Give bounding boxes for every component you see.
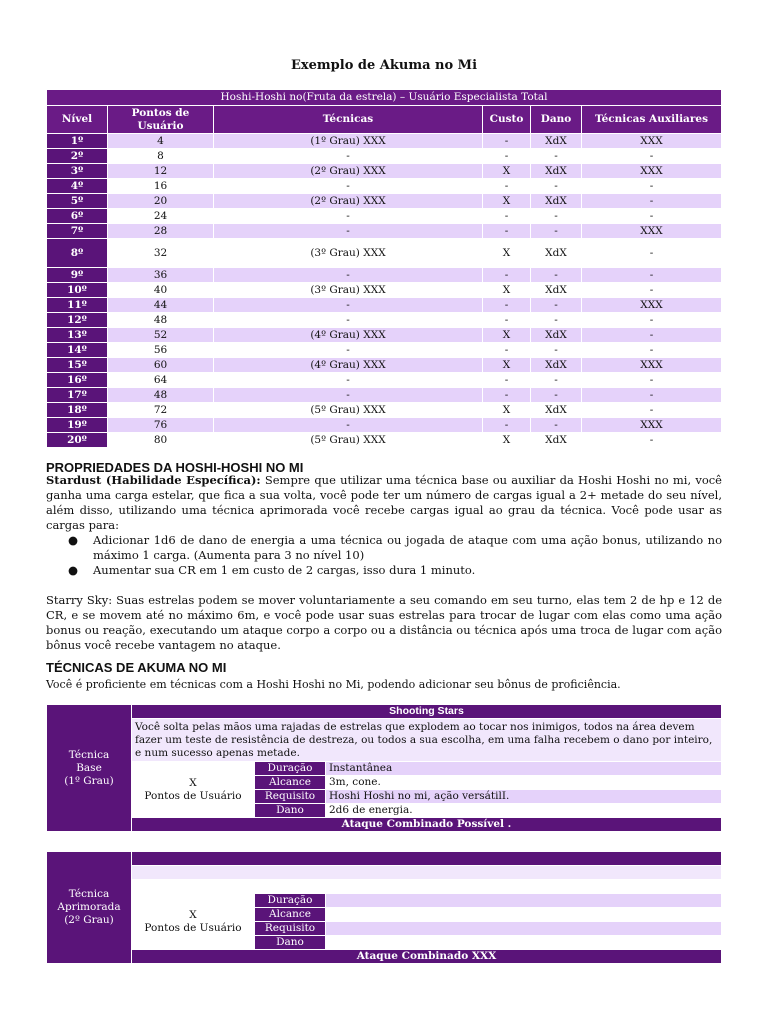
table-cell: 48: [108, 313, 214, 328]
table-row: [47, 328, 722, 343]
stat-label: Dano: [255, 804, 326, 818]
stat-label: Duração: [255, 894, 326, 908]
table-cell: 1º: [47, 134, 108, 149]
table-cell: -: [531, 298, 582, 313]
table-cell: 8º: [47, 239, 108, 268]
table-row: [47, 403, 722, 418]
table-cell: -: [531, 224, 582, 239]
stardust-text: Sempre que utilizar uma técnica base ou auxiliar da Hoshi Hoshi no mi, você ganha uma carga estelar, que fica a sua volta, você pode ter um número de cargas igual a 2+ metade do seu nível, além disso, utilizando uma técnica aprimorada você recebe cargas igual ao grau da técnica. Você pode usar as cargas para:: [46, 473, 722, 532]
table-cell: -: [483, 179, 531, 194]
table-cell: 72: [108, 403, 214, 418]
table-cell: X: [483, 328, 531, 343]
table-cell: -: [214, 388, 483, 403]
table-cell: -: [582, 403, 722, 418]
technique-improved-side: [47, 852, 132, 964]
table-cell: 52: [108, 328, 214, 343]
table-cell: -: [483, 343, 531, 358]
table-cell: 18º: [47, 403, 108, 418]
table-cell: -: [214, 313, 483, 328]
table-cell: -: [582, 209, 722, 224]
stat-value: 3m, cone.: [326, 776, 722, 790]
list-item: [46, 563, 722, 578]
table-cell: 20: [108, 194, 214, 209]
table-cell: 11º: [47, 298, 108, 313]
table-caption: Hoshi-Hoshi no(Fruta da estrela) – Usuário Especialista Total: [47, 90, 722, 106]
table-cell: X: [483, 283, 531, 298]
stat-label: Requisito: [255, 790, 326, 804]
table-cell: XdX: [531, 328, 582, 343]
table-cell: X: [483, 403, 531, 418]
table-cell: 4º: [47, 179, 108, 194]
table-cell: -: [531, 209, 582, 224]
header-dano: Dano: [531, 106, 582, 134]
stat-value: [326, 922, 722, 936]
table-cell: -: [531, 149, 582, 164]
table-row: [47, 283, 722, 298]
stat-value: [326, 894, 722, 908]
points-label: Pontos de Usuário: [144, 789, 242, 802]
technique-base-name: Shooting Stars: [132, 705, 722, 719]
table-cell: 5º: [47, 194, 108, 209]
stardust-bullets: [46, 533, 722, 578]
table-row: [47, 179, 722, 194]
table-caption-row: [47, 90, 722, 106]
table-cell: -: [582, 388, 722, 403]
table-row: [47, 343, 722, 358]
props-body: [46, 473, 722, 653]
header-pontos: Pontos de Usuário: [108, 106, 214, 134]
bullet-text: Aumentar sua CR em 1 em custo de 2 cargas, isso dura 1 minuto.: [93, 563, 476, 577]
side-line-3: (2º Grau): [64, 914, 114, 926]
table-cell: X: [483, 358, 531, 373]
table-cell: -: [483, 313, 531, 328]
table-row: [47, 239, 722, 268]
table-cell: -: [531, 373, 582, 388]
header-tecnicas: Técnicas: [214, 106, 483, 134]
stat-label: Dano: [255, 936, 326, 950]
table-cell: 14º: [47, 343, 108, 358]
table-cell: -: [582, 433, 722, 448]
technique-improved-card: [46, 851, 722, 964]
table-row: [47, 134, 722, 149]
side-line-2: Base: [76, 761, 102, 774]
table-cell: 10º: [47, 283, 108, 298]
table-cell: -: [582, 283, 722, 298]
table-cell: -: [483, 209, 531, 224]
side-line-2: Aprimorada: [57, 901, 121, 913]
table-cell: -: [582, 268, 722, 283]
table-cell: 12º: [47, 313, 108, 328]
table-cell: 7º: [47, 224, 108, 239]
table-cell: -: [483, 388, 531, 403]
table-cell: -: [531, 268, 582, 283]
table-cell: XXX: [582, 134, 722, 149]
table-cell: 8: [108, 149, 214, 164]
points-label: Pontos de Usuário: [144, 921, 242, 934]
table-cell: X: [483, 433, 531, 448]
table-cell: -: [582, 149, 722, 164]
side-line-3: (1º Grau): [64, 774, 114, 787]
stat-value: [326, 908, 722, 922]
table-cell: 6º: [47, 209, 108, 224]
table-cell: -: [214, 224, 483, 239]
table-cell: 2º: [47, 149, 108, 164]
table-cell: X: [483, 239, 531, 268]
list-item: [46, 533, 722, 563]
table-cell: (4º Grau) XXX: [214, 358, 483, 373]
table-row: [47, 149, 722, 164]
table-cell: -: [531, 313, 582, 328]
table-cell: XdX: [531, 283, 582, 298]
table-cell: -: [582, 179, 722, 194]
table-cell: 4: [108, 134, 214, 149]
table-cell: -: [214, 298, 483, 313]
table-cell: 3º: [47, 164, 108, 179]
table-cell: -: [483, 268, 531, 283]
table-row: [47, 313, 722, 328]
header-custo: Custo: [483, 106, 531, 134]
technique-base-footer: Ataque Combinado Possível .: [132, 818, 722, 832]
table-cell: -: [582, 343, 722, 358]
table-cell: 9º: [47, 268, 108, 283]
table-cell: XdX: [531, 239, 582, 268]
table-cell: XXX: [582, 164, 722, 179]
table-cell: -: [483, 418, 531, 433]
table-row: [47, 164, 722, 179]
table-cell: (1º Grau) XXX: [214, 134, 483, 149]
table-cell: -: [214, 373, 483, 388]
points-x: X: [189, 776, 197, 789]
progression-table: [46, 89, 722, 448]
table-cell: 44: [108, 298, 214, 313]
table-cell: -: [214, 149, 483, 164]
table-cell: XdX: [531, 403, 582, 418]
table-cell: 19º: [47, 418, 108, 433]
header-nivel: Nível: [47, 106, 108, 134]
table-cell: -: [531, 179, 582, 194]
table-cell: -: [214, 268, 483, 283]
technique-base-description: Você solta pelas mãos uma rajadas de estrelas que explodem ao tocar nos inimigos, todos na área devem fazer um teste de resistência de destreza, ou todos a sua escolha, em uma falha recebem o dano por inteiro, e num sucesso apenas metade.: [132, 719, 722, 762]
page-title: Exemplo de Akuma no Mi: [290, 58, 478, 73]
table-cell: 16º: [47, 373, 108, 388]
side-line-1: Técnica: [68, 888, 110, 900]
table-row: [47, 298, 722, 313]
stat-label: Alcance: [255, 908, 326, 922]
table-cell: 80: [108, 433, 214, 448]
table-cell: -: [582, 194, 722, 209]
table-cell: -: [582, 373, 722, 388]
table-cell: -: [483, 298, 531, 313]
technique-base-side: [47, 705, 132, 832]
table-cell: XXX: [582, 418, 722, 433]
table-row: [47, 388, 722, 403]
table-cell: (4º Grau) XXX: [214, 328, 483, 343]
table-cell: -: [214, 179, 483, 194]
table-cell: 28: [108, 224, 214, 239]
table-cell: -: [214, 209, 483, 224]
table-cell: -: [214, 418, 483, 433]
table-cell: 20º: [47, 433, 108, 448]
table-cell: XdX: [531, 433, 582, 448]
side-line-1: Técnica: [68, 748, 110, 761]
stardust-label: Stardust (Habilidade Específica):: [46, 473, 261, 487]
table-row: [47, 358, 722, 373]
table-row: [47, 373, 722, 388]
table-cell: -: [483, 149, 531, 164]
stat-label: Alcance: [255, 776, 326, 790]
stat-value: Hoshi Hoshi no mi, ação versátilI.: [326, 790, 722, 804]
stat-value: 2d6 de energia.: [326, 804, 722, 818]
table-row: [47, 224, 722, 239]
table-cell: 60: [108, 358, 214, 373]
table-row: [47, 209, 722, 224]
table-cell: XdX: [531, 134, 582, 149]
table-cell: (5º Grau) XXX: [214, 403, 483, 418]
stat-label: Requisito: [255, 922, 326, 936]
table-cell: 24: [108, 209, 214, 224]
table-cell: -: [531, 418, 582, 433]
bullet-icon: ●: [68, 563, 79, 577]
table-cell: X: [483, 194, 531, 209]
table-cell: 15º: [47, 358, 108, 373]
table-cell: XXX: [582, 358, 722, 373]
table-cell: 13º: [47, 328, 108, 343]
header-tecnicas-auxiliares: Técnicas Auxiliares: [582, 106, 722, 134]
technique-base-points: [132, 762, 255, 818]
table-row: [47, 418, 722, 433]
table-cell: 40: [108, 283, 214, 298]
technique-improved-footer: Ataque Combinado XXX: [132, 950, 722, 964]
table-cell: 64: [108, 373, 214, 388]
table-cell: -: [531, 343, 582, 358]
table-cell: -: [483, 373, 531, 388]
table-cell: XdX: [531, 358, 582, 373]
table-cell: X: [483, 164, 531, 179]
props-heading: PROPRIEDADES DA HOSHI-HOSHI NO MI: [46, 460, 304, 475]
table-cell: 32: [108, 239, 214, 268]
stat-value: [326, 936, 722, 950]
stat-value: Instantânea: [326, 762, 722, 776]
table-cell: XdX: [531, 194, 582, 209]
table-cell: XXX: [582, 224, 722, 239]
starry-sky-paragraph: Starry Sky: Suas estrelas podem se mover voluntariamente a seu comando em seu turno, elas tem 2 de hp e 12 de CR, e se movem até no máximo 6m, e você pode usar suas estrelas para trocar de lugar com elas como uma ação bonus ou reação, executando um ataque corpo a corpo ou a distância ou técnica após uma troca de lugar com ação bônus você recebe vantagem no ataque.: [46, 593, 722, 652]
table-cell: 16: [108, 179, 214, 194]
technique-base-card: [46, 704, 722, 832]
table-row: [47, 433, 722, 448]
table-cell: -: [531, 388, 582, 403]
table-cell: 12: [108, 164, 214, 179]
table-header-row: [47, 106, 722, 134]
table-cell: -: [582, 239, 722, 268]
technique-improved-name: [132, 852, 722, 866]
table-cell: 17º: [47, 388, 108, 403]
stat-label: Duração: [255, 762, 326, 776]
table-cell: XXX: [582, 298, 722, 313]
stardust-paragraph: [46, 473, 722, 533]
table-row: [47, 268, 722, 283]
table-cell: (2º Grau) XXX: [214, 194, 483, 209]
technique-improved-description: [132, 866, 722, 880]
table-cell: (2º Grau) XXX: [214, 164, 483, 179]
table-cell: -: [483, 224, 531, 239]
techniques-heading: TÉCNICAS DE AKUMA NO MI: [46, 660, 227, 675]
bullet-text: Adicionar 1d6 de dano de energia a uma técnica ou jogada de ataque com uma ação bonus, utilizando no máximo 1 carga. (Aumenta para 3 no nível 10): [93, 533, 722, 562]
table-cell: -: [582, 313, 722, 328]
bullet-icon: ●: [68, 533, 79, 547]
table-cell: -: [483, 134, 531, 149]
table-row: [47, 194, 722, 209]
table-cell: (3º Grau) XXX: [214, 239, 483, 268]
table-cell: -: [214, 343, 483, 358]
table-cell: (5º Grau) XXX: [214, 433, 483, 448]
technique-improved-points: [132, 894, 255, 950]
technique-improved-spacer: [132, 880, 722, 894]
table-cell: (3º Grau) XXX: [214, 283, 483, 298]
techniques-intro: Você é proficiente em técnicas com a Hoshi Hoshi no Mi, podendo adicionar seu bônus de proficiência.: [46, 678, 621, 691]
table-cell: 36: [108, 268, 214, 283]
table-cell: 56: [108, 343, 214, 358]
table-cell: 48: [108, 388, 214, 403]
points-x: X: [189, 908, 197, 921]
table-cell: 76: [108, 418, 214, 433]
table-cell: -: [582, 328, 722, 343]
table-cell: XdX: [531, 164, 582, 179]
